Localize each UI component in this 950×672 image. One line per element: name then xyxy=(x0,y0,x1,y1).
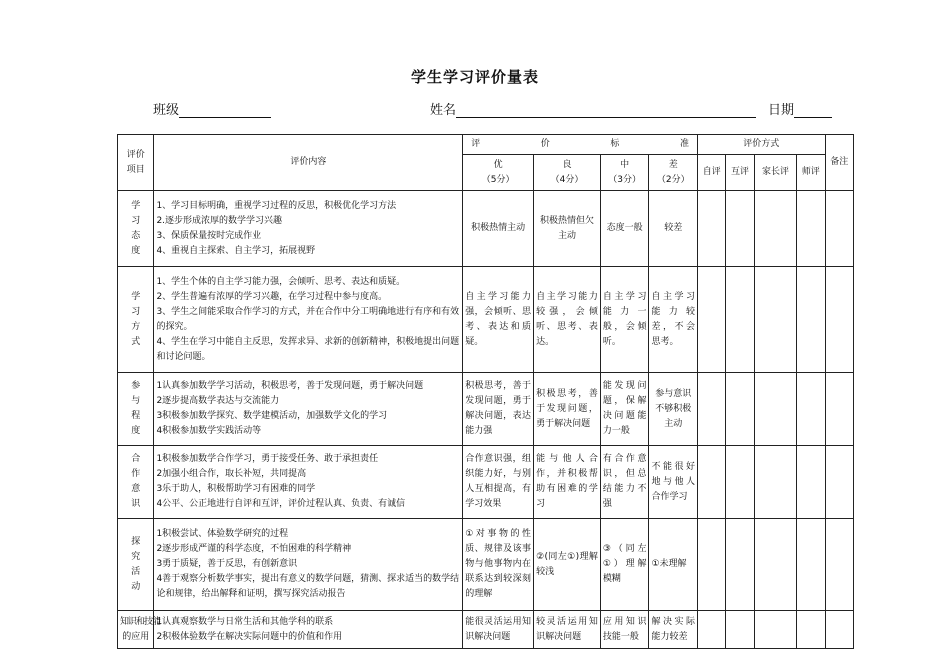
header-item-line: 评价 xyxy=(126,149,145,160)
content-cell xyxy=(154,373,463,446)
date-field[interactable] xyxy=(768,99,832,118)
content-line: 1、学习目标明确，重视学习过程的反思，积极优化学习方法 xyxy=(156,200,397,211)
grade-fair-cell: 有合作意识，但总结能力不强 xyxy=(600,446,649,519)
item-char: 探 xyxy=(131,536,141,547)
name-blank[interactable] xyxy=(456,103,756,118)
grade-name: 差 xyxy=(668,159,678,170)
content-cell xyxy=(154,267,463,373)
item-char: 识 xyxy=(131,499,141,509)
content-line: 2积极体验数学在解决实际问题中的价值和作用 xyxy=(156,631,343,642)
peer-eval-cell[interactable] xyxy=(726,191,754,267)
remark-cell[interactable] xyxy=(825,267,853,373)
grade-score: （4分） xyxy=(550,174,584,185)
grade-poor-cell: ①未理解 xyxy=(649,519,698,611)
self-eval-cell[interactable] xyxy=(698,519,726,611)
teacher-eval-cell[interactable] xyxy=(797,373,825,446)
content-cell xyxy=(154,611,463,649)
content-line: 3、学生之间能采取合作学习的方式，并在合作中分工明确地进行有序和有效的探究。 xyxy=(156,306,460,332)
grade-name: 中 xyxy=(620,159,630,170)
header-item-line: 项目 xyxy=(126,164,145,175)
content-line: 3勇于质疑，善于反思，有创新意识 xyxy=(156,559,298,569)
parent-eval-cell[interactable] xyxy=(754,191,797,267)
grade-good-cell: 较灵活运用知识解决问题 xyxy=(534,611,601,649)
table-row xyxy=(118,373,854,446)
remark-cell[interactable] xyxy=(825,446,853,519)
peer-eval-cell[interactable] xyxy=(726,373,754,446)
parent-eval-cell[interactable] xyxy=(754,519,797,611)
header-standard-char: 准 xyxy=(679,139,689,149)
item-char: 意 xyxy=(131,484,141,494)
teacher-eval-cell[interactable] xyxy=(797,446,825,519)
item-cell xyxy=(118,191,154,267)
self-eval-cell[interactable] xyxy=(698,191,726,267)
header-standard-cell xyxy=(463,135,698,155)
item-char: 动 xyxy=(131,581,141,592)
grade-score: （2分） xyxy=(656,174,690,185)
grade-good-cell: ②(同左①)理解较浅 xyxy=(534,519,601,611)
content-line: 4、重视自主探索、自主学习，拓展视野 xyxy=(156,245,316,256)
grade-fair-header xyxy=(600,155,649,191)
grade-excellent-cell: 积极热情主动 xyxy=(463,191,534,267)
grade-good-header xyxy=(534,155,601,191)
item-char: 究 xyxy=(131,551,141,562)
teacher-eval-cell[interactable] xyxy=(797,267,825,373)
grade-poor-cell: 解决实际能力较差 xyxy=(649,611,698,649)
item-char: 与 xyxy=(131,396,141,406)
table-row xyxy=(118,191,854,267)
self-eval-cell[interactable] xyxy=(698,446,726,519)
header-remark-cell: 备注 xyxy=(825,135,853,191)
class-field[interactable] xyxy=(153,99,271,118)
header-standard-char: 评 xyxy=(471,139,481,149)
teacher-eval-cell[interactable] xyxy=(797,519,825,611)
header-row xyxy=(118,135,854,155)
grade-name: 优 xyxy=(493,159,503,170)
grade-excellent-cell: 自主学习能力强，会倾听、思考、表达和质疑。 xyxy=(463,267,534,373)
item-char: 习 xyxy=(131,215,141,226)
grade-name: 良 xyxy=(562,159,572,170)
parent-eval-cell[interactable] xyxy=(754,611,797,649)
parent-eval-cell[interactable] xyxy=(754,446,797,519)
header-content-cell: 评价内容 xyxy=(154,135,463,191)
item-char: 参 xyxy=(131,381,141,391)
self-eval-cell[interactable] xyxy=(698,373,726,446)
item-char: 式 xyxy=(131,336,141,347)
grade-good-cell: 积极热情但欠主动 xyxy=(534,191,601,267)
content-cell xyxy=(154,446,463,519)
content-cell xyxy=(154,191,463,267)
peer-eval-cell[interactable] xyxy=(726,267,754,373)
content-line: 2、学生普遍有浓厚的学习兴趣，在学习过程中参与度高。 xyxy=(156,291,388,302)
teacher-eval-cell[interactable] xyxy=(797,191,825,267)
grade-fair-cell: ③（同左①）理解模糊 xyxy=(600,519,649,611)
item-char: 习 xyxy=(131,306,141,317)
grade-excellent-cell: 积极思考，善于发现问题，勇于解决问题，表达能力强 xyxy=(463,373,534,446)
peer-eval-cell[interactable] xyxy=(726,611,754,649)
grade-poor-cell: 较差 xyxy=(649,191,698,267)
item-cell xyxy=(118,267,154,373)
peer-eval-cell[interactable] xyxy=(726,446,754,519)
content-line: 1、学生个体的自主学习能力强，会倾听、思考、表达和质疑。 xyxy=(156,276,406,287)
parent-eval-cell[interactable] xyxy=(754,267,797,373)
item-char: 活 xyxy=(131,566,141,577)
method-teacher-header: 师评 xyxy=(797,155,825,191)
content-line: 1认真参加数学学习活动，积极思考，善于发现问题，勇于解决问题 xyxy=(156,381,424,391)
grade-poor-cell: 自主学习能力较差，不会思考。 xyxy=(649,267,698,373)
item-char: 度 xyxy=(131,245,141,256)
table-row xyxy=(118,611,854,649)
content-line: 3乐于助人，积极帮助学习有困难的同学 xyxy=(156,484,316,494)
date-blank[interactable] xyxy=(794,103,832,118)
date-label: 日期 xyxy=(768,103,795,118)
method-parent-header: 家长评 xyxy=(754,155,797,191)
grade-good-cell: 自主学习能力较强，会倾听、思考、表达。 xyxy=(534,267,601,373)
remark-cell[interactable] xyxy=(825,611,853,649)
grade-good-cell: 积极思考，善于发现问题，勇于解决问题 xyxy=(534,373,601,446)
item-cell xyxy=(118,519,154,611)
self-eval-cell[interactable] xyxy=(698,611,726,649)
table-row xyxy=(118,519,854,611)
grade-fair-cell: 应用知识技能一般 xyxy=(600,611,649,649)
content-line: 4善于观察分析数学事实，提出有意义的数学问题，猜测、探求适当的数学结论和规律，给出解释和证明，撰写探究活动报告 xyxy=(156,574,460,599)
item-line: 知识和技能 xyxy=(120,616,161,627)
grade-good-cell: 能与他人合作，并积极帮助有困难的学习 xyxy=(534,446,601,519)
peer-eval-cell[interactable] xyxy=(726,519,754,611)
item-char: 度 xyxy=(131,426,141,436)
content-line: 1认真观察数学与日常生活和其他学科的联系 xyxy=(156,616,334,627)
grade-score: （3分） xyxy=(608,174,642,185)
grade-excellent-cell: 能很灵活运用知识解决问题 xyxy=(463,611,534,649)
parent-eval-cell[interactable] xyxy=(754,373,797,446)
grade-poor-cell: 不能很好地与他人合作学习 xyxy=(649,446,698,519)
teacher-eval-cell[interactable] xyxy=(797,611,825,649)
table-row xyxy=(118,446,854,519)
item-cell xyxy=(118,611,161,649)
page-title: 学生学习评价量表 xyxy=(410,68,539,86)
content-line: 2逐步形成严谨的科学态度，不怕困难的科学精神 xyxy=(156,544,352,554)
remark-cell[interactable] xyxy=(825,191,853,267)
grade-fair-cell: 态度一般 xyxy=(600,191,649,267)
table-row xyxy=(118,267,854,373)
name-label: 姓名 xyxy=(430,103,457,118)
method-self-header: 自评 xyxy=(698,155,726,191)
grade-poor-header xyxy=(649,155,698,191)
item-char: 作 xyxy=(131,469,141,479)
item-char: 方 xyxy=(131,321,141,332)
grade-score: （5分） xyxy=(481,174,515,185)
content-line: 4积极参加数学实践活动等 xyxy=(156,426,262,436)
item-cell xyxy=(118,446,154,519)
item-line: 的应用 xyxy=(122,631,150,642)
method-peer-header: 互评 xyxy=(726,155,754,191)
grade-excellent-cell: 合作意识强，组织能力好，与别人互相提高，有学习效果 xyxy=(463,446,534,519)
item-char: 合 xyxy=(131,454,141,464)
content-line: 2逐步提高数学表达与交流能力 xyxy=(156,396,280,406)
grade-fair-cell: 自主学习能力一般，会倾听。 xyxy=(600,267,649,373)
evaluation-table xyxy=(117,134,854,649)
grade-fair-cell: 能发现问题，保解决问题能力一般 xyxy=(600,373,649,446)
content-line: 3积极参加数学探究、数学建模活动，加强数学文化的学习 xyxy=(156,411,388,421)
item-char: 程 xyxy=(131,411,141,421)
content-line: 2.逐步形成浓厚的数学学习兴趣 xyxy=(156,215,283,226)
header-standard-char: 价 xyxy=(540,139,550,149)
item-char: 态 xyxy=(131,230,141,241)
item-char: 学 xyxy=(131,200,141,211)
content-line: 4、学生在学习中能自主反思，发挥求异、求新的创新精神，积极地提出问题和讨论问题。 xyxy=(156,336,460,362)
name-field[interactable] xyxy=(430,99,756,118)
remark-cell[interactable] xyxy=(825,373,853,446)
class-label: 班级 xyxy=(153,103,180,118)
grade-excellent-cell: ①对事物的性质、规律及该事物与他事物内在联系达到较深刻的理解 xyxy=(463,519,534,611)
content-line: 3、保质保量按时完成作业 xyxy=(156,230,262,241)
grade-excellent-header xyxy=(463,155,534,191)
class-blank[interactable] xyxy=(179,103,271,118)
content-line: 1积极尝试、体验数学研究的过程 xyxy=(156,529,289,539)
content-cell xyxy=(154,519,463,611)
self-eval-cell[interactable] xyxy=(698,267,726,373)
content-line: 1积极参加数学合作学习，勇于接受任务、敢于承担责任 xyxy=(156,454,379,464)
grade-poor-cell: 参与意识不够积极主动 xyxy=(649,373,698,446)
item-cell xyxy=(118,373,154,446)
header-standard-char: 标 xyxy=(610,139,620,149)
header-item-cell xyxy=(118,135,154,191)
remark-cell[interactable] xyxy=(825,519,853,611)
content-line: 4公平、公正地进行自评和互评，评价过程认真、负责、有诚信 xyxy=(156,499,406,509)
header-method-cell: 评价方式 xyxy=(698,135,826,155)
content-line: 2加强小组合作，取长补短，共同提高 xyxy=(156,469,307,479)
item-char: 学 xyxy=(131,291,141,302)
